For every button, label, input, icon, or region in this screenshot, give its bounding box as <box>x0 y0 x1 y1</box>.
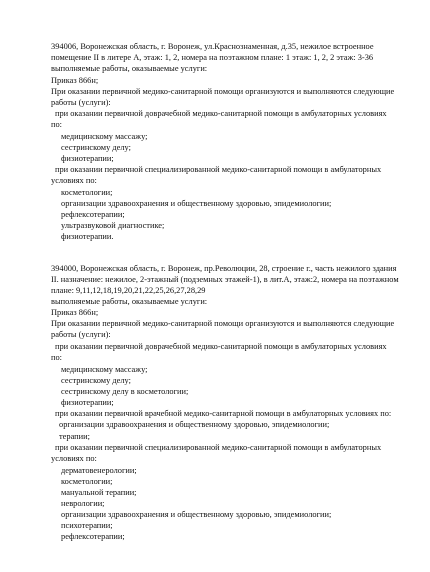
text-line: Приказ 866н; <box>51 76 99 85</box>
text-line: рефлексотерапии; <box>61 210 125 219</box>
text-line: по: <box>51 353 62 362</box>
text-line: сестринскому делу; <box>61 143 131 152</box>
text-line: организации здравоохранения и общественному здоровью, эпидемиологии; <box>61 199 332 208</box>
text-line: мануальной терапии; <box>61 488 137 497</box>
text-line: Приказ 866н; <box>51 308 99 317</box>
text-line: работы (услуги): <box>51 330 111 339</box>
text-line: организации здравоохранения и общественному здоровью, эпидемиологии; <box>59 420 330 429</box>
text-line: При оказании первичной медико-санитарной помощи организуются и выполняются следующие <box>51 319 395 328</box>
text-line: организации здравоохранения и общественному здоровью, эпидемиологии; <box>61 510 332 519</box>
text-line: медицинскому массажу; <box>61 365 148 374</box>
text-line: физиотерапии; <box>61 398 114 407</box>
text-line: II. назначение: нежилое, 2-этажный (подземных этажей-1), в лит.А, этаж:2, номера на поэтажном <box>51 275 399 284</box>
text-line: сестринскому делу; <box>61 376 131 385</box>
text-line: терапии; <box>59 432 90 441</box>
text-line: дерматовенерологии; <box>61 466 137 475</box>
text-line: медицинскому массажу; <box>61 132 148 141</box>
text-line: выполняемые работы, оказываемые услуги: <box>51 297 208 306</box>
text-line: при оказании первичной доврачебной медико-санитарной помощи в амбулаторных условиях <box>55 109 387 118</box>
text-line: при оказании первичной доврачебной медико-санитарной помощи в амбулаторных условиях <box>55 342 387 351</box>
text-line: рефлексотерапии; <box>61 532 125 541</box>
text-line: выполняемые работы, оказываемые услуги: <box>51 64 208 73</box>
text-line: физиотерапии; <box>61 154 114 163</box>
text-line: при оказании первичной специализированной медико-санитарной помощи в амбулаторных <box>55 443 382 452</box>
text-line: 394006, Воронежская область, г. Воронеж, ул.Краснознаменная, д.35, нежилое встроенное <box>51 42 374 51</box>
text-line: сестринскому делу в косметологии; <box>61 387 189 396</box>
text-line: При оказании первичной медико-санитарной помощи организуются и выполняются следующие <box>51 87 395 96</box>
text-line: условиях по: <box>51 454 97 463</box>
text-line: психотерапии; <box>61 521 113 530</box>
text-line: ультразвуковой диагностике; <box>61 221 165 230</box>
text-line: косметологии; <box>61 188 113 197</box>
text-line: плане: 9,11,12,18,19,20,21,22,25,26,27,28,29 <box>51 286 206 295</box>
text-line: условиях по: <box>51 176 97 185</box>
text-line: косметологии; <box>61 477 113 486</box>
text-line: работы (услуги): <box>51 98 111 107</box>
text-line: при оказании первичной специализированной медико-санитарной помощи в амбулаторных <box>55 165 382 174</box>
text-line: физиотерапии. <box>61 232 114 241</box>
text-line: 394000, Воронежская область, г. Воронеж, пр.Революции, 28, строение г., часть нежилого здания <box>51 264 397 273</box>
text-line: при оказании первичной врачебной медико-санитарной помощи в амбулаторных условиях по: <box>55 409 392 418</box>
text-line: неврологии; <box>61 499 105 508</box>
text-line: помещение II в литере А, этаж: 1, 2, номера на поэтажном плане: 1 этаж: 1, 2, 2 этаж: 3-36 <box>51 53 374 62</box>
text-line: по: <box>51 120 62 129</box>
